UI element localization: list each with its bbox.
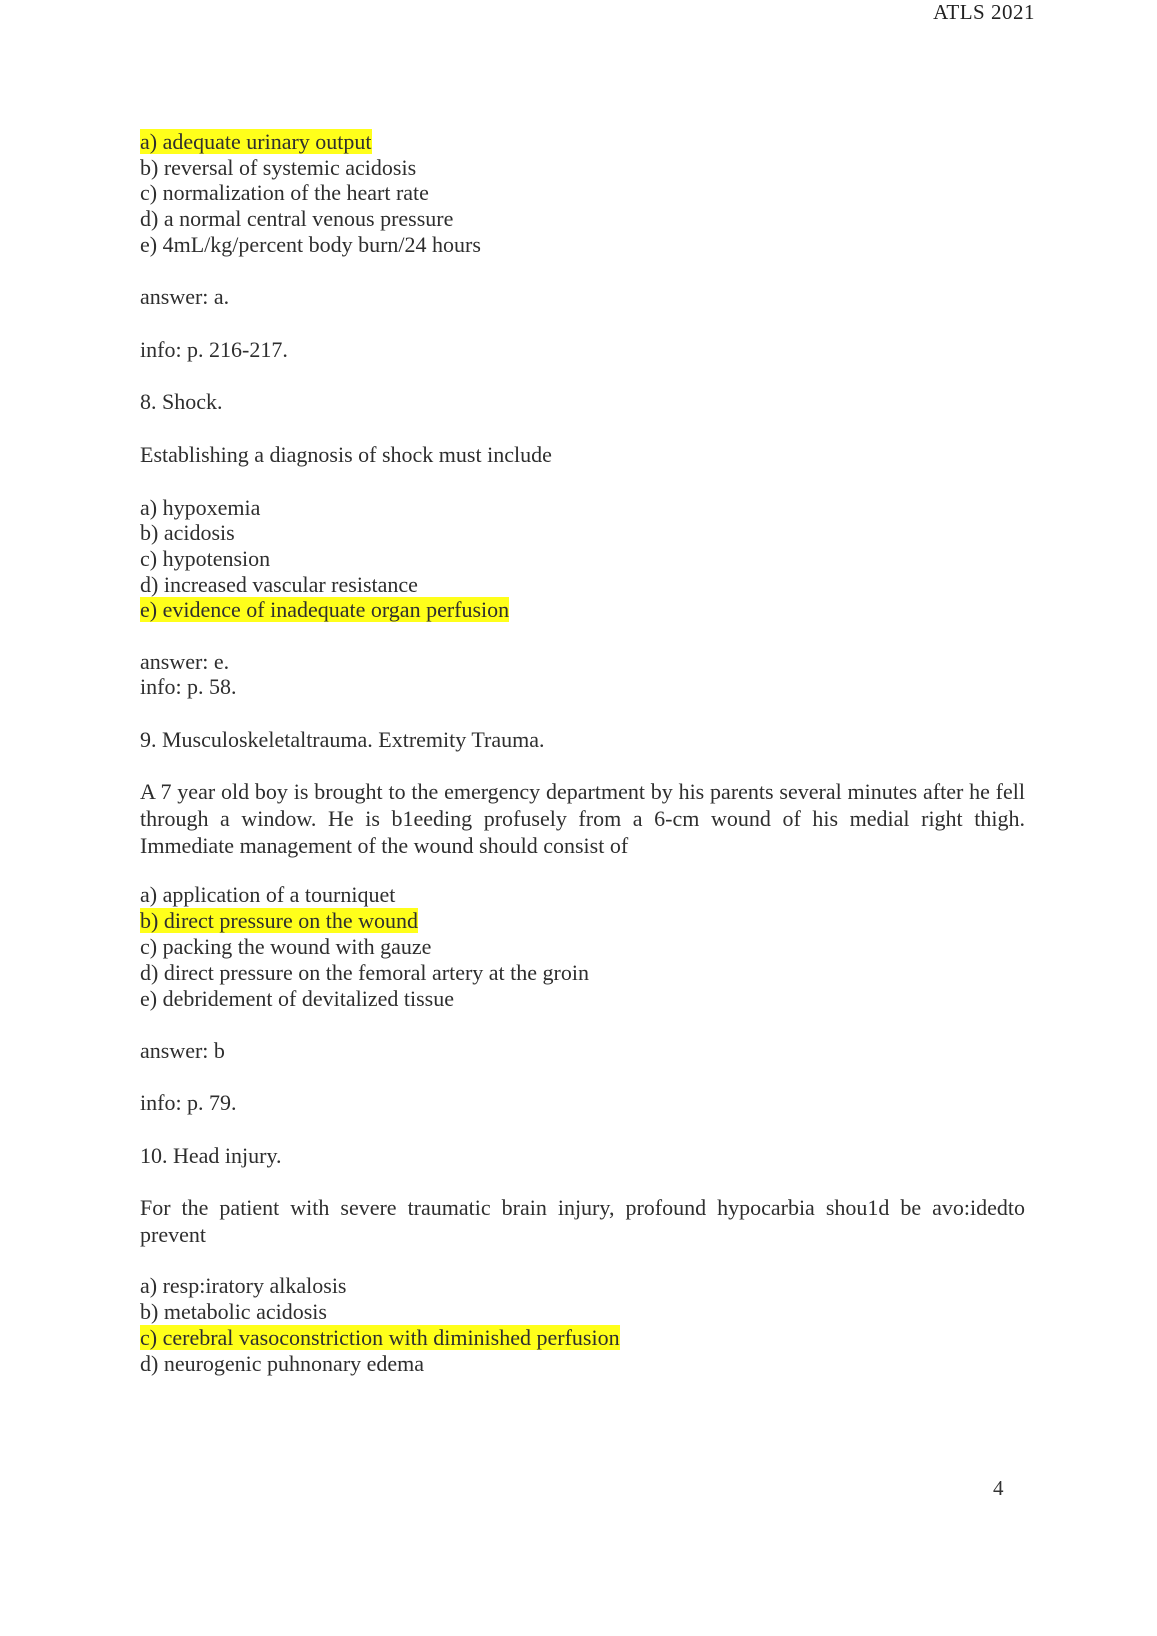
q9-heading: 9. Musculoskeletaltrauma. Extremity Trauma. bbox=[140, 727, 545, 752]
q7-answer: answer: a. bbox=[140, 284, 230, 309]
q9-option-e: e) debridement of devitalized tissue bbox=[140, 986, 454, 1011]
q9-option-a: a) application of a tourniquet bbox=[140, 882, 396, 907]
q8-option-e bbox=[140, 596, 509, 623]
q8-answer: answer: e. bbox=[140, 649, 230, 674]
q9-option-b-text: b) direct pressure on the wound bbox=[140, 908, 418, 933]
page-number: 4 bbox=[993, 1476, 1004, 1500]
q9-info: info: p. 79. bbox=[140, 1090, 237, 1115]
q7-option-e: e) 4mL/kg/percent body burn/24 hours bbox=[140, 232, 481, 257]
q8-stem: Establishing a diagnosis of shock must include bbox=[140, 442, 552, 467]
q10-option-c bbox=[140, 1324, 620, 1351]
q10-option-c-text: c) cerebral vasoconstriction with diminished perfusion bbox=[140, 1325, 620, 1350]
q10-option-b: b) metabolic acidosis bbox=[140, 1299, 327, 1324]
q7-option-c: c) normalization of the heart rate bbox=[140, 180, 429, 205]
q7-option-d: d) a normal central venous pressure bbox=[140, 206, 454, 231]
q9-option-c: c) packing the wound with gauze bbox=[140, 934, 432, 959]
q9-option-b bbox=[140, 907, 418, 934]
q8-option-b: b) acidosis bbox=[140, 520, 235, 545]
document-header: ATLS 2021 bbox=[933, 0, 1035, 24]
q10-option-d: d) neurogenic puhnonary edema bbox=[140, 1351, 425, 1376]
q7-option-a-text: a) adequate urinary output bbox=[140, 129, 372, 154]
q9-option-d: d) direct pressure on the femoral artery at the groin bbox=[140, 960, 589, 985]
q10-stem: For the patient with severe traumatic brain injury, profound hypocarbia shou1d be avo:idedto prevent bbox=[140, 1195, 1025, 1247]
q7-info: info: p. 216-217. bbox=[140, 337, 288, 362]
q7-option-b: b) reversal of systemic acidosis bbox=[140, 155, 417, 180]
q8-heading: 8. Shock. bbox=[140, 389, 223, 414]
q8-option-e-text: e) evidence of inadequate organ perfusion bbox=[140, 597, 510, 622]
q10-heading: 10. Head injury. bbox=[140, 1143, 282, 1168]
q10-option-a: a) resp:iratory alkalosis bbox=[140, 1273, 347, 1298]
q8-option-a: a) hypoxemia bbox=[140, 495, 261, 520]
q9-answer: answer: b bbox=[140, 1038, 225, 1063]
q9-stem: A 7 year old boy is brought to the emergency department by his parents several minutes after he fell through a window. He is b1eeding profusely from a 6-cm wound of his medial right thigh. Immediate management of the wound should consist of bbox=[140, 779, 1025, 858]
q7-option-a bbox=[140, 128, 372, 155]
q8-option-d: d) increased vascular resistance bbox=[140, 572, 418, 597]
q8-option-c: c) hypotension bbox=[140, 546, 271, 571]
q8-info: info: p. 58. bbox=[140, 674, 237, 699]
